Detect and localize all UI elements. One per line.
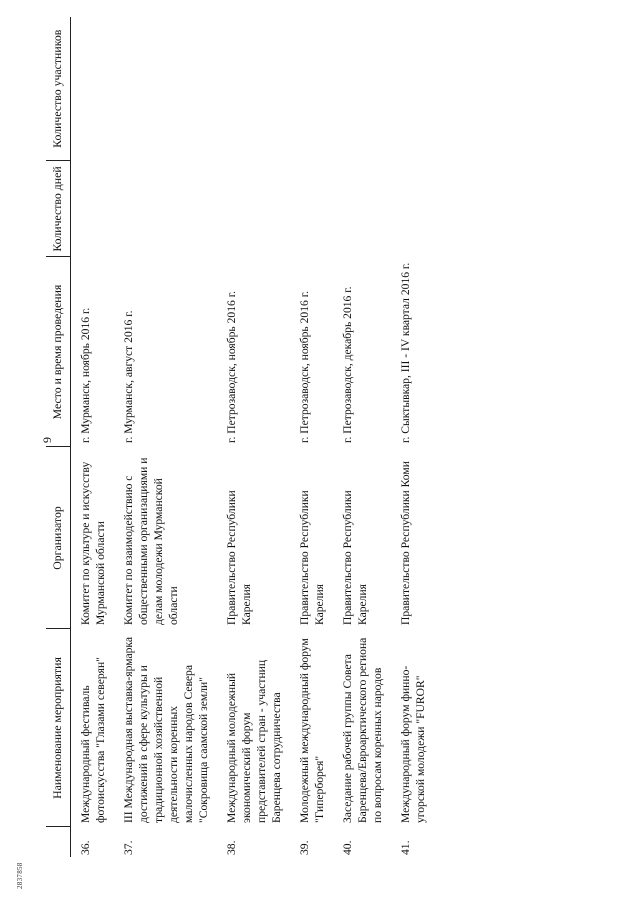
event-organizer: Правительство Республики Коми bbox=[399, 461, 412, 625]
event-place-time: г. Петрозаводск, ноябрь 2016 г. bbox=[298, 290, 311, 443]
event-name: III Международная выставка-ярмарка достижений в сфере культуры и традиционной хозяйственной деятельности коренных малочисленных народов Севера "Сокровища саамской земли" bbox=[122, 636, 210, 823]
document-id: 2837858 bbox=[16, 862, 24, 889]
event-days bbox=[333, 161, 391, 257]
row-number: 36. bbox=[79, 840, 92, 855]
header-participants: Количество участников bbox=[46, 17, 71, 161]
table-row bbox=[333, 17, 391, 857]
event-place-time: г. Петрозаводск, декабрь 2016 г. bbox=[341, 286, 354, 443]
event-organizer: Правительство Республики Карелия bbox=[225, 490, 253, 625]
event-participants bbox=[290, 17, 333, 161]
row-number: 38. bbox=[225, 840, 238, 855]
event-organizer: Комитет по культуре и искусству Мурманской области bbox=[79, 461, 107, 625]
table-header-row bbox=[46, 17, 71, 857]
table-row bbox=[391, 17, 434, 857]
event-participants bbox=[333, 17, 391, 161]
row-number: 39. bbox=[298, 840, 311, 855]
event-participants bbox=[217, 17, 290, 161]
event-name: Международный фестиваль фотоискусства "Глазами северян" bbox=[79, 657, 107, 823]
event-days bbox=[114, 161, 217, 257]
event-days bbox=[290, 161, 333, 257]
header-organizer: Организатор bbox=[46, 447, 71, 629]
event-participants bbox=[391, 17, 434, 161]
event-place-time: г. Мурманск, август 2016 г. bbox=[122, 310, 135, 443]
event-days bbox=[71, 161, 115, 257]
header-days: Количество дней bbox=[46, 161, 71, 257]
row-number: 41. bbox=[399, 840, 412, 855]
event-organizer: Комитет по взаимодействию с общественными организациями и делам молодежи Мурманской области bbox=[122, 457, 180, 625]
event-name: Молодежный международный форум "Гиперборея" bbox=[298, 638, 326, 823]
event-days bbox=[217, 161, 290, 257]
row-number: 37. bbox=[122, 840, 135, 855]
event-place-time: г. Сыктывкар, III - IV квартал 2016 г. bbox=[399, 262, 412, 443]
event-place-time: г. Мурманск, ноябрь 2016 г. bbox=[79, 307, 92, 443]
table-row bbox=[71, 17, 115, 857]
row-number: 40. bbox=[341, 840, 354, 855]
event-organizer: Правительство Республики Карелия bbox=[298, 490, 326, 625]
event-name: Международный форум финно-угорской молодежи "FUROR" bbox=[399, 665, 427, 823]
header-number bbox=[46, 827, 71, 857]
event-participants bbox=[71, 17, 115, 161]
event-organizer: Правительство Республики Карелия bbox=[341, 490, 369, 625]
page-number: 9 bbox=[40, 437, 54, 443]
events-table bbox=[46, 17, 434, 857]
event-place-time: г. Петрозаводск, ноябрь 2016 г. bbox=[225, 290, 238, 443]
table-row bbox=[290, 17, 333, 857]
event-name: Заседание рабочей группы Совета Баренцева/Евроарктического региона по вопросам коренных народов bbox=[341, 637, 384, 823]
event-name: Международный молодежный экономический форум представителей стран - участниц Баренцева сотрудничества bbox=[225, 659, 283, 823]
table-row bbox=[114, 17, 217, 857]
header-event-name: Наименование мероприятия bbox=[46, 629, 71, 827]
event-days bbox=[391, 161, 434, 257]
table-row bbox=[217, 17, 290, 857]
header-place-time: Место и время проведения bbox=[46, 257, 71, 447]
event-participants bbox=[114, 17, 217, 161]
